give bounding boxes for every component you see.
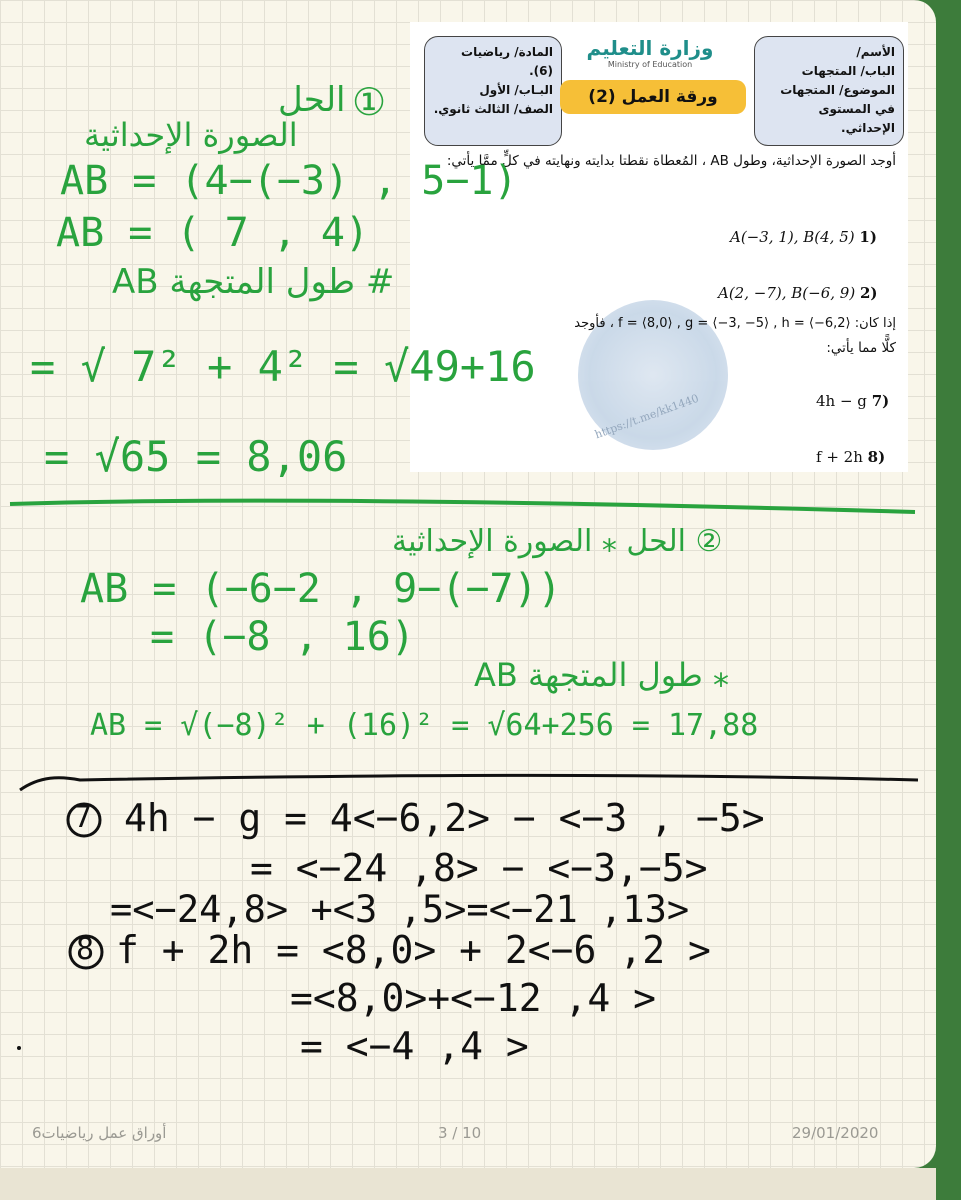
watermark-link: https://t.me/kk1440 (593, 391, 701, 442)
footer-page-number: 3 / 10 (438, 1124, 482, 1142)
worksheet-title: ورقة العمل (2) (560, 80, 746, 114)
solution-7-line-1: 4h − g = 4<−6,2> − <−3 , −5> (124, 796, 765, 840)
question-1-text: أوجد الصورة الإحداثية، وطول AB ، المُعطاة نقطتا بدايته ونهايته في كلٍّ ممَّا يأتي: (446, 153, 896, 169)
item-1-expr: A(−3, 1), B(4, 5) (730, 228, 855, 246)
solution-1-line-2: AB = ( 7 , 4) (56, 210, 370, 256)
info-chapter-first: البـاب/ الأول (479, 83, 553, 97)
solution-1-length-title: AB طول المتجهة # (112, 262, 395, 302)
green-divider (10, 501, 915, 512)
solution-7-line-3: =<−24,8> +<3 ,5>=<−21 ,13> (110, 888, 690, 931)
logo-arabic: وزارة التعليم (586, 36, 714, 60)
info-grade: الصف/ الثالث ثانوي. (433, 102, 553, 116)
solution-7-line-2: = <−24 ,8> − <−3,−5> (250, 846, 708, 890)
solution-2-header: الحل ⁎ الصورة الإحداثية ② (392, 524, 723, 559)
solution-8-number: 8 (76, 932, 95, 967)
item-7-number: 7) (871, 392, 890, 410)
solution-2-line-1: AB = (−6−2 , 9−(−7)) (80, 566, 562, 612)
solution-2-length-title: AB طول المتجهة ⁎ (474, 656, 729, 694)
given-vectors-text-2: كلًّا مما يأتي: (826, 340, 896, 356)
given-vectors-text: إذا كان: f = ⟨8,0⟩ , g = ⟨−3, −5⟩ , h = ⟨−6,2⟩ ، فأوجد (574, 316, 896, 331)
solution-7-number: 7 (74, 800, 93, 835)
solution-8-line-1: f + 2h = <8,0> + 2<−6 ,2 > (116, 928, 711, 972)
info-topic-2: في المستوى الإحداثي. (818, 102, 895, 135)
black-divider (20, 775, 918, 790)
solution-1-label: الحل (278, 80, 346, 120)
logo-english: Ministry of Education (607, 60, 693, 69)
solution-2-line-2: = (−8 , 16) (150, 614, 415, 660)
solution-1-line-3: = √ 7² + 4² = √49+16 (30, 342, 536, 391)
info-topic: الموضوع/ المتجهات (780, 83, 895, 97)
item-7-expr: 4h − g (816, 392, 867, 410)
solution-8-line-3: = <−4 ,4 > (300, 1024, 529, 1068)
item-2-number: 2) (859, 284, 878, 302)
footer-date: 29/01/2020 (792, 1124, 879, 1142)
solution-1-line-4: = √65 = 8,06 (44, 432, 348, 481)
item-8-expr: f + 2h (816, 448, 863, 466)
solution-1-circle: ① (352, 80, 387, 124)
item-1-number: 1) (859, 228, 877, 246)
info-chapter: الباب/ المتجهات (801, 64, 895, 78)
item-2-expr: A(2, −7), B(−6, 9) (718, 284, 856, 302)
info-subject: المادة/ رياضيات (6). (461, 45, 553, 78)
solution-1-line-1: AB = (4−(−3) , 5−1) (60, 158, 518, 204)
info-name: الأسم/ (856, 45, 895, 59)
item-8-number: 8) (867, 448, 886, 466)
footer-document-title: أوراق عمل رياضيات6 (32, 1124, 167, 1142)
solution-2-line-3: AB = √(−8)² + (16)² = √64+256 = 17,88 (90, 708, 759, 743)
solution-1-coord-form: الصورة الإحداثية (84, 116, 298, 154)
stray-ink-dot (17, 1046, 21, 1050)
solution-8-line-2: =<8,0>+<−12 ,4 > (290, 976, 657, 1020)
